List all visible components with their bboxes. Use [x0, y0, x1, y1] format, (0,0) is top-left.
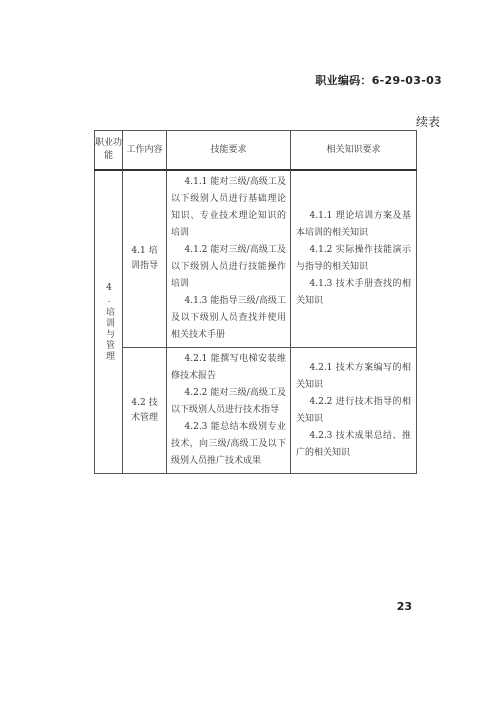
knowledge-item: 4.2.2 进行技术指导的相关知识	[296, 396, 411, 424]
header-content: 工作内容	[123, 131, 167, 171]
skill-item: 4.2.1 能撰写电梯安装维修技术报告	[171, 354, 286, 381]
skills-cell	[167, 170, 291, 348]
page-number: 23	[396, 600, 412, 613]
skills-cell	[167, 348, 291, 474]
table-header-row	[95, 131, 417, 171]
knowledge-item: 4.2.1 技术方案编写的相关知识	[296, 362, 411, 390]
occupation-code: 职业编码：6-29-03-03	[315, 74, 442, 87]
skill-item: 4.1.1 能对三级/高级工及以下级别人员进行基础理论知识、专业技术理论知识的培训	[171, 177, 286, 238]
header-function: 职业功能	[95, 131, 123, 171]
function-cell: 4.培训与管理	[95, 170, 123, 474]
continued-label: 续表	[415, 115, 440, 129]
knowledge-item: 4.2.3 技术成果总结、推广的相关知识	[296, 430, 411, 458]
skill-item: 4.1.2 能对三级/高级工及以下级别人员进行技能操作培训	[171, 245, 286, 289]
skill-item: 4.1.3 能指导三级/高级工及以下级别人员查找并使用相关技术手册	[171, 296, 286, 340]
knowledge-item: 4.1.2 实际操作技能演示与指导的相关知识	[296, 245, 411, 272]
requirements-table	[94, 130, 417, 474]
skill-item: 4.2.2 能对三级/高级工及以下级别人员进行技术指导	[171, 388, 286, 415]
header-knowledge: 相关知识要求	[291, 131, 417, 171]
knowledge-cell	[291, 170, 417, 348]
skill-item: 4.2.3 能总结本级别专业技术，向三级/高级工及以下级别人员推广技术成果	[171, 422, 286, 466]
knowledge-cell	[291, 348, 417, 474]
knowledge-item: 4.1.1 理论培训方案及基本培训的相关知识	[296, 211, 411, 238]
table-row	[95, 170, 417, 348]
content-cell: 4.2 技术管理	[123, 348, 167, 474]
content-cell: 4.1 培训指导	[123, 170, 167, 348]
table-row	[95, 348, 417, 474]
knowledge-item: 4.1.3 技术手册查找的相关知识	[296, 279, 411, 306]
header-skills: 技能要求	[167, 131, 291, 171]
